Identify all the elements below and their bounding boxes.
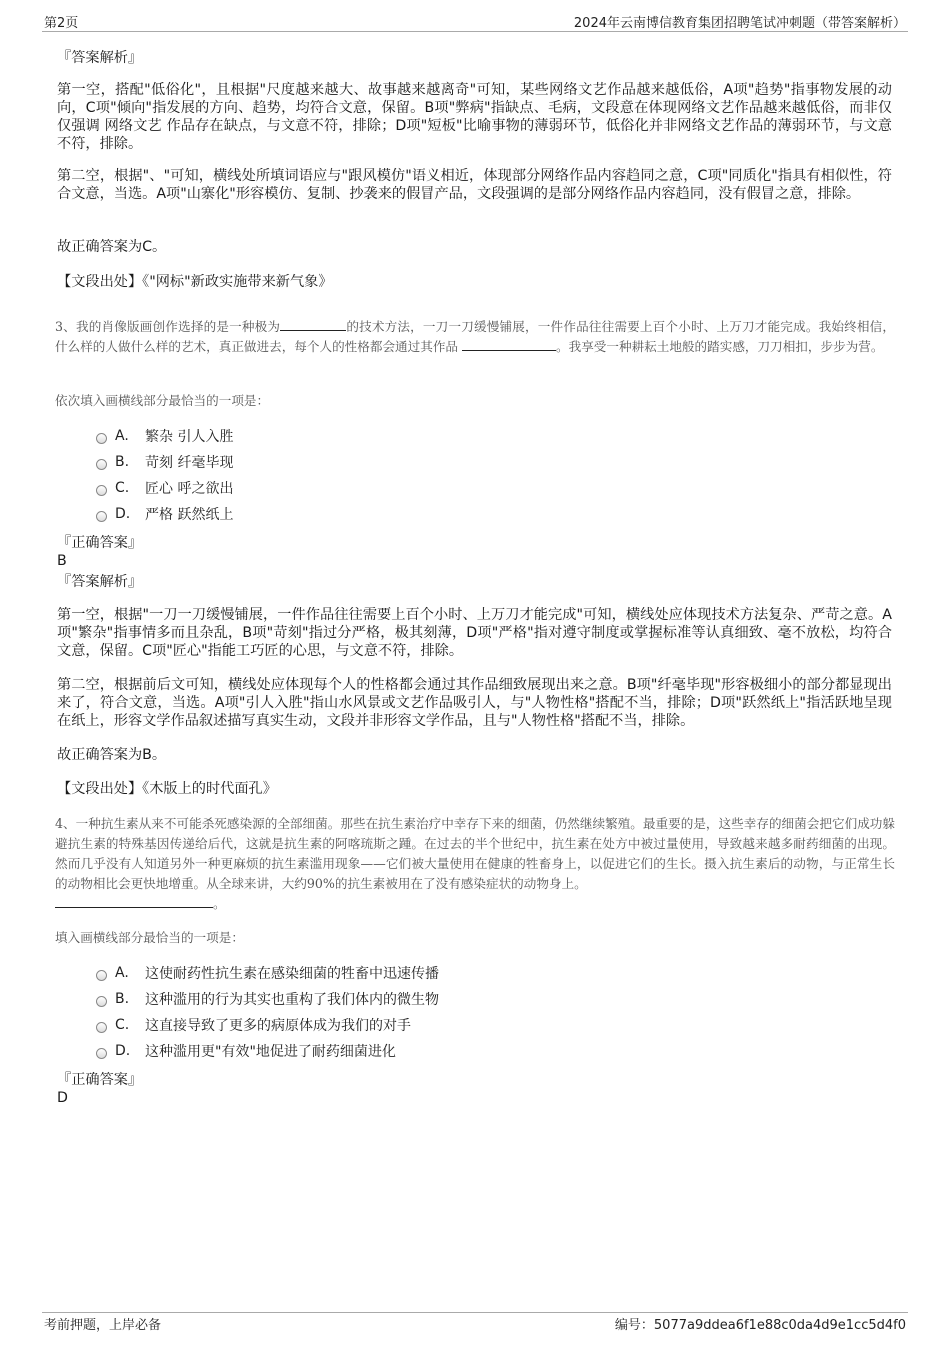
option-letter: D. <box>115 1043 131 1059</box>
option-c[interactable] <box>96 478 233 498</box>
option-text: 严格 跃然纸上 <box>145 507 234 523</box>
source: 【文段出处】《木版上的时代面孔》 <box>57 781 277 797</box>
radio-button[interactable] <box>96 459 107 470</box>
option-letter: D. <box>115 506 131 522</box>
radio-button[interactable] <box>96 970 107 981</box>
option-text: 繁杂 引人入胜 <box>145 429 234 445</box>
document-id: 编号：5077a9ddea6f1e88c0da4d9e1cc5d4f0 <box>614 1318 906 1333</box>
q3-text-part: 。我享受一种耕耘土地般的踏实感，刀刀相扣，步步为营。 <box>556 339 884 354</box>
radio-button[interactable] <box>96 1048 107 1059</box>
option-text: 匠心 呼之欲出 <box>145 481 234 497</box>
radio-button[interactable] <box>96 996 107 1007</box>
question-3-prompt: 依次填入画横线部分最恰当的一项是： <box>55 393 270 408</box>
document-title: 2024年云南博信教育集团招聘笔试冲刺题（带答案解析） <box>573 16 906 31</box>
fill-blank <box>55 895 213 908</box>
option-text: 这种滥用更"有效"地促进了耐药细菌进化 <box>145 1044 396 1060</box>
correct-answer-label: 『正确答案』 <box>57 535 143 551</box>
conclusion: 故正确答案为B。 <box>57 747 167 763</box>
analysis-paragraph-1: 第一空，搭配"低俗化"，且根据"尺度越来越大、故事越来越离奇"可知，某些网络文艺作品越来越低俗，A项"趋势"指事物发展的动向，C项"倾向"指发展的方向、趋势，均符合文意，保留。B项"弊病"指缺点、毛病，文段意在体现网络文艺作品越来越低俗，而非仅仅强调 网络文艺 作品存在缺点，与文意不符，排除；D项"短板"比喻事物的薄弱环节，低俗化并非网络文艺作品的薄弱环节，与文意不符，排除。 <box>57 82 892 152</box>
blank-period: 。 <box>213 896 226 911</box>
correct-answer: D <box>57 1090 68 1106</box>
option-text: 这种滥用的行为其实也重构了我们体内的微生物 <box>145 992 439 1008</box>
q3-text-part: 的技术方法，一刀一刀缓慢铺展，一件作品往往需要上百个小时、上万刀才能完成。我始终相信，什么样的人做什么样的艺术，真正做进去，每个人的性格都会通过其作品 <box>55 319 896 354</box>
option-b[interactable] <box>96 989 439 1009</box>
page-number: 第2页 <box>44 16 79 31</box>
analysis-label: 『答案解析』 <box>57 50 143 66</box>
fill-blank <box>462 338 556 351</box>
q3-text-part: 3、我的肖像版画创作选择的是一种极为 <box>55 319 281 334</box>
option-letter: A. <box>115 965 129 981</box>
radio-button[interactable] <box>96 433 107 444</box>
option-a[interactable] <box>96 426 233 446</box>
question-3-text <box>55 317 895 357</box>
option-text: 这直接导致了更多的病原体成为我们的对手 <box>145 1018 411 1034</box>
radio-button[interactable] <box>96 511 107 522</box>
option-d[interactable] <box>96 1041 396 1061</box>
header-divider <box>42 31 908 32</box>
source: 【文段出处】《"网标"新政实施带来新气象》 <box>57 274 333 290</box>
option-a[interactable] <box>96 963 439 983</box>
analysis-paragraph-2: 第二空，根据前后文可知，横线处应体现每个人的性格都会通过其作品细致展现出来之意。B项"纤毫毕现"形容极细小的部分都显现出来了，符合文意，当选。A项"引人入胜"指山水风景或文艺作品吸引人，与"人物性格"搭配不当，排除；D项"跃然纸上"指活跃地呈现在纸上，形容文学作品叙述描写真实生动，文段并非形容文学作品，且与"人物性格"搭配不当，排除。 <box>57 677 892 729</box>
analysis-paragraph-2: 第二空，根据"、"可知，横线处所填词语应与"跟风模仿"语义相近，体现部分网络作品内容趋同之意，C项"同质化"指具有相似性，符合文意，当选。A项"山寨化"形容模仿、复制、抄袭来的假冒产品，文段强调的是部分网络作品内容趋同，没有假冒之意，排除。 <box>57 168 892 202</box>
option-letter: B. <box>115 454 130 470</box>
option-text: 苛刻 纤毫毕现 <box>145 455 234 471</box>
correct-answer: B <box>57 553 67 569</box>
analysis-paragraph-1: 第一空，根据"一刀一刀缓慢铺展，一件作品往往需要上百个小时、上万刀才能完成"可知，横线处应体现技术方法复杂、严苛之意。A项"繁杂"指事情多而且杂乱，B项"苛刻"指过分严格，极其刻薄，D项"严格"指对遵守制度或掌握标准等认真细致、毫不放松，均符合文意，保留。C项"匠心"指能工巧匠的心思，与文意不符，排除。 <box>57 607 892 659</box>
question-4-blank <box>55 894 895 914</box>
option-c[interactable] <box>96 1015 411 1035</box>
option-letter: C. <box>115 1017 130 1033</box>
option-b[interactable] <box>96 452 233 472</box>
option-text: 这使耐药性抗生素在感染细菌的牲畜中迅速传播 <box>145 966 439 982</box>
radio-button[interactable] <box>96 485 107 496</box>
analysis-label: 『答案解析』 <box>57 574 143 590</box>
correct-answer-label: 『正确答案』 <box>57 1072 143 1088</box>
question-4-prompt: 填入画横线部分最恰当的一项是： <box>55 930 244 945</box>
option-letter: A. <box>115 428 129 444</box>
footer-slogan: 考前押题，上岸必备 <box>44 1318 162 1333</box>
question-4-text: 4、一种抗生素从来不可能杀死感染源的全部细菌。那些在抗生素治疗中幸存下来的细菌，仍然继续繁殖。最重要的是，这些幸存的细菌会把它们成功躲避抗生素的特殊基因传递给后代，这就是抗生素的阿喀琉斯之踵。在过去的半个世纪中，抗生素在处方中被过量使用，导致越来越多耐药细菌的出现。然而几乎没有人知道另外一种更麻烦的抗生素滥用现象——它们被大量使用在健康的牲畜身上，以促进它们的生长。摄入抗生素后的动物，与正常生长的动物相比会更快地增重。从全球来讲，大约90%的抗生素被用在了没有感染症状的动物身上。 <box>55 816 895 891</box>
option-letter: B. <box>115 991 130 1007</box>
option-letter: C. <box>115 480 130 496</box>
conclusion: 故正确答案为C。 <box>57 239 167 255</box>
footer-divider <box>42 1312 908 1313</box>
option-d[interactable] <box>96 504 233 524</box>
fill-blank <box>280 318 346 331</box>
radio-button[interactable] <box>96 1022 107 1033</box>
